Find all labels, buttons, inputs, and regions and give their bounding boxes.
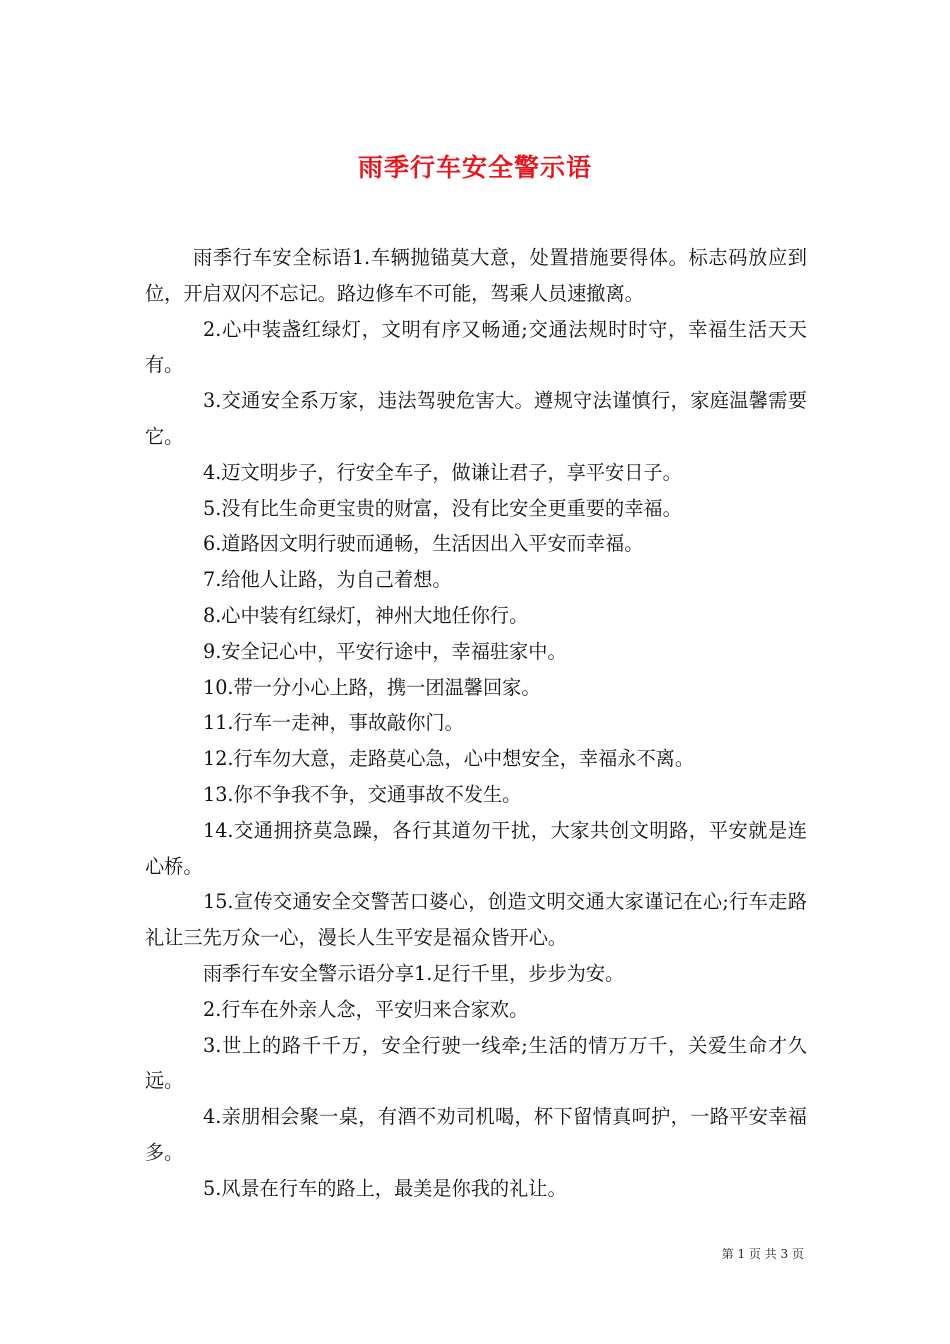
paragraph: 10.带一分小心上路，携一团温馨回家。 [203, 675, 541, 699]
paragraph: 5.风景在行车的路上，最美是你我的礼让。 [203, 1176, 567, 1200]
paragraph: 15.宣传交通安全交警苦口婆心，创造文明交通大家谨记在心;行车走路礼让三先万众一心，漫长人生平安是福众皆开心。 [145, 890, 807, 950]
paragraph: 3.交通安全系万家，违法驾驶危害大。遵规守法谨慎行，家庭温馨需要它。 [145, 389, 807, 448]
paragraph: 13.你不争我不争，交通事故不发生。 [203, 782, 522, 806]
paragraph: 2.行车在外亲人念，平安归来合家欢。 [203, 997, 529, 1021]
paragraph: 12.行车勿大意，走路莫心急，心中想安全，幸福永不离。 [203, 747, 695, 771]
paragraph: 2.心中装盏红绿灯，文明有序又畅通;交通法规时时守，幸福生活天天有。 [145, 317, 807, 377]
document-title: 雨季行车安全警示语 [357, 152, 592, 182]
paragraph: 9.安全记心中，平安行途中，幸福驻家中。 [203, 639, 567, 663]
paragraph: 11.行车一走神，事故敲你门。 [203, 711, 464, 735]
paragraph: 6.道路因文明行驶而通畅，生活因出入平安而幸福。 [203, 532, 644, 556]
paragraph: 雨季行车安全标语1.车辆抛锚莫大意，处置措施要得体。标志码放应到位，开启双闪不忘记。路边修车不可能，驾乘人员速撤离。 [145, 246, 807, 305]
paragraph: 4.亲朋相会聚一桌，有酒不劝司机喝，杯下留情真呵护，一路平安幸福多。 [145, 1105, 807, 1164]
paragraph: 7.给他人让路，为自己着想。 [203, 568, 452, 592]
paragraph: 8.心中装有红绿灯，神州大地任你行。 [203, 603, 529, 627]
page-number: 第 1 页 共 3 页 [721, 1247, 804, 1261]
paragraph: 5.没有比生命更宝贵的财富，没有比安全更重要的幸福。 [203, 496, 682, 520]
paragraph: 4.迈文明步子，行安全车子，做谦让君子，享平安日子。 [203, 460, 682, 484]
paragraph: 14.交通拥挤莫急躁，各行其道勿干扰，大家共创文明路，平安就是连心桥。 [145, 818, 807, 878]
paragraph: 3.世上的路千千万，安全行驶一线牵;生活的情万万千，关爱生命才久远。 [145, 1033, 807, 1093]
paragraph: 雨季行车安全警示语分享1.足行千里，步步为安。 [203, 961, 625, 985]
document-body [145, 240, 807, 1207]
